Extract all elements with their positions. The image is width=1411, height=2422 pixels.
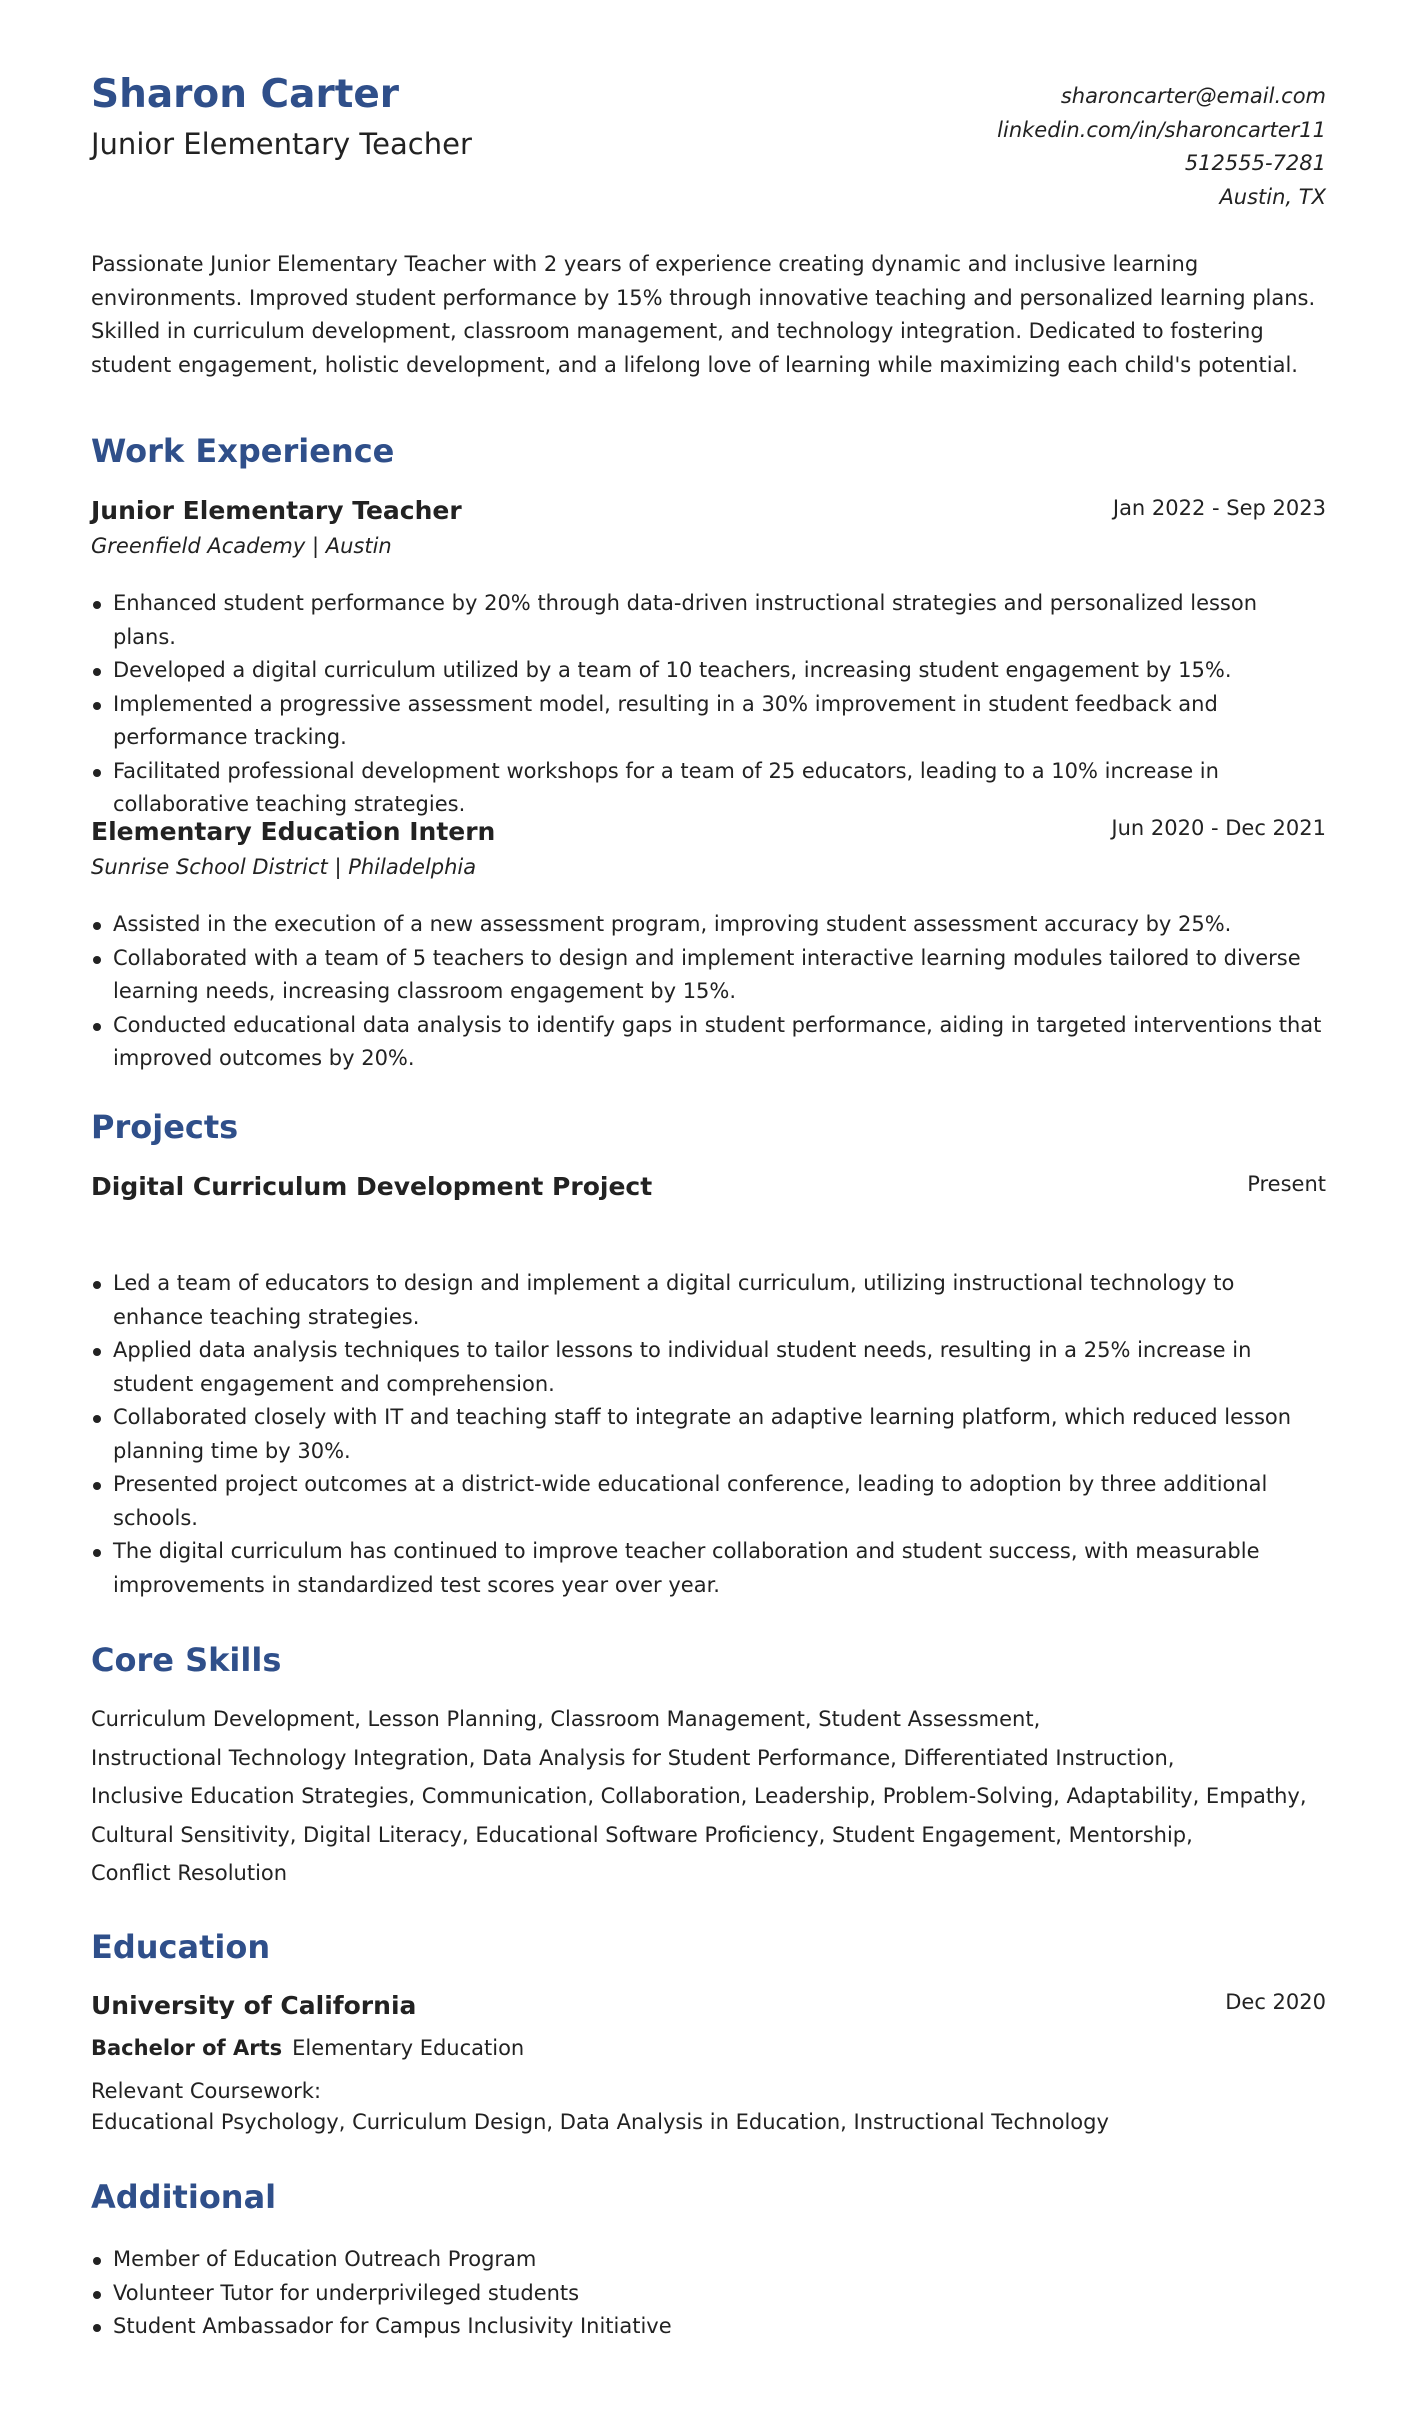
- degree-line: [91, 2036, 524, 2061]
- degree-name: Bachelor of Arts: [91, 2036, 283, 2060]
- list-item: Member of Education Outreach Program: [113, 2243, 1326, 2277]
- job-bullet-list: [91, 587, 1326, 822]
- list-item: The digital curriculum has continued to improve teacher collaboration and student success, with measurable improvements in standardized test scores year over year.: [113, 1535, 1326, 1602]
- candidate-title: Junior Elementary Teacher: [91, 127, 472, 161]
- list-item: Enhanced student performance by 20% through data-driven instructional strategies and personalized lesson plans.: [113, 587, 1326, 654]
- school-name: University of California: [91, 1991, 417, 2020]
- list-item: Student Ambassador for Campus Inclusivity Initiative: [113, 2310, 1326, 2344]
- skills-line: Curriculum Development, Lesson Planning, Classroom Management, Student Assessment,: [91, 1707, 1041, 1731]
- job-organization: Greenfield Academy | Austin: [91, 534, 392, 558]
- skills-line: Inclusive Education Strategies, Communication, Collaboration, Leadership, Problem-Solving, Adaptability, Empathy,: [91, 1784, 1307, 1808]
- job-date: Jun 2020 - Dec 2021: [1111, 816, 1326, 840]
- resume-page: [91, 0, 1326, 2338]
- graduation-date: Dec 2020: [1225, 1990, 1326, 2014]
- job-date: Jan 2022 - Sep 2023: [1112, 496, 1326, 520]
- additional-list: [91, 2243, 1326, 2344]
- skills-list: [91, 1700, 1326, 1893]
- project-date: Present: [1247, 1172, 1326, 1196]
- coursework-label: Relevant Coursework:: [91, 2079, 322, 2103]
- contact-email[interactable]: sharoncarter@email.com: [1060, 84, 1326, 108]
- coursework-list: Educational Psychology, Curriculum Design, Data Analysis in Education, Instructional Technology: [91, 2110, 1109, 2134]
- section-title-additional: Additional: [91, 2178, 277, 2216]
- section-title-education: Education: [91, 1928, 271, 1966]
- list-item: Implemented a progressive assessment model, resulting in a 30% improvement in student feedback and performance tracking.: [113, 688, 1326, 755]
- contact-location: Austin, TX: [1219, 184, 1326, 209]
- job-title: Elementary Education Intern: [91, 817, 496, 846]
- list-item: Presented project outcomes at a district-wide educational conference, leading to adoption by three additional schools.: [113, 1468, 1326, 1535]
- skills-line: Instructional Technology Integration, Data Analysis for Student Performance, Differentiated Instruction,: [91, 1745, 1175, 1770]
- contact-phone: 512555-7281: [1184, 151, 1326, 175]
- contact-block: [997, 80, 1326, 214]
- job-organization: Sunrise School District | Philadelphia: [91, 855, 477, 879]
- skills-line: Conflict Resolution: [91, 1861, 288, 1885]
- professional-summary: Passionate Junior Elementary Teacher with 2 years of experience creating dynamic and inclusive learning environments. Improved student performance by 15% through innovative teaching and personalized learning plans. Skilled in curriculum development, classroom management, and technology integration. Dedicated to fostering student engagement, holistic development, and a lifelong love of learning while maximizing each child's potential.: [91, 252, 1316, 377]
- resume-header: [91, 0, 1326, 230]
- list-item: Facilitated professional development workshops for a team of 25 educators, leading to a 10% increase in collaborative teaching strategies.: [113, 755, 1326, 822]
- list-item: Conducted educational data analysis to identify gaps in student performance, aiding in targeted interventions that improved outcomes by 20%.: [113, 1009, 1326, 1076]
- list-item: Collaborated with a team of 5 teachers to design and implement interactive learning modules tailored to diverse learning needs, increasing classroom engagement by 15%.: [113, 942, 1326, 1009]
- list-item: Led a team of educators to design and implement a digital curriculum, utilizing instructional technology to enhance teaching strategies.: [113, 1267, 1326, 1334]
- degree-major: Elementary Education: [292, 2036, 525, 2060]
- list-item: Applied data analysis techniques to tailor lessons to individual student needs, resulting in a 25% increase in student engagement and comprehension.: [113, 1334, 1326, 1401]
- skills-line: Cultural Sensitivity, Digital Literacy, Educational Software Proficiency, Student Engagement, Mentorship,: [91, 1822, 1193, 1847]
- list-item: Assisted in the execution of a new assessment program, improving student assessment accuracy by 25%.: [113, 908, 1326, 942]
- section-title-projects: Projects: [91, 1108, 239, 1146]
- section-title-work-experience: Work Experience: [91, 432, 395, 470]
- candidate-name: Sharon Carter: [91, 72, 400, 117]
- job-bullet-list: [91, 908, 1326, 1076]
- project-bullet-list: [91, 1267, 1326, 1602]
- list-item: Developed a digital curriculum utilized by a team of 10 teachers, increasing student engagement by 15%.: [113, 654, 1326, 688]
- project-title: Digital Curriculum Development Project: [91, 1172, 653, 1201]
- section-title-core-skills: Core Skills: [91, 1641, 282, 1679]
- contact-linkedin[interactable]: linkedin.com/in/sharoncarter11: [997, 117, 1326, 142]
- job-title: Junior Elementary Teacher: [91, 496, 462, 525]
- list-item: Volunteer Tutor for underprivileged students: [113, 2277, 1326, 2311]
- list-item: Collaborated closely with IT and teaching staff to integrate an adaptive learning platform, which reduced lesson planning time by 30%.: [113, 1401, 1326, 1468]
